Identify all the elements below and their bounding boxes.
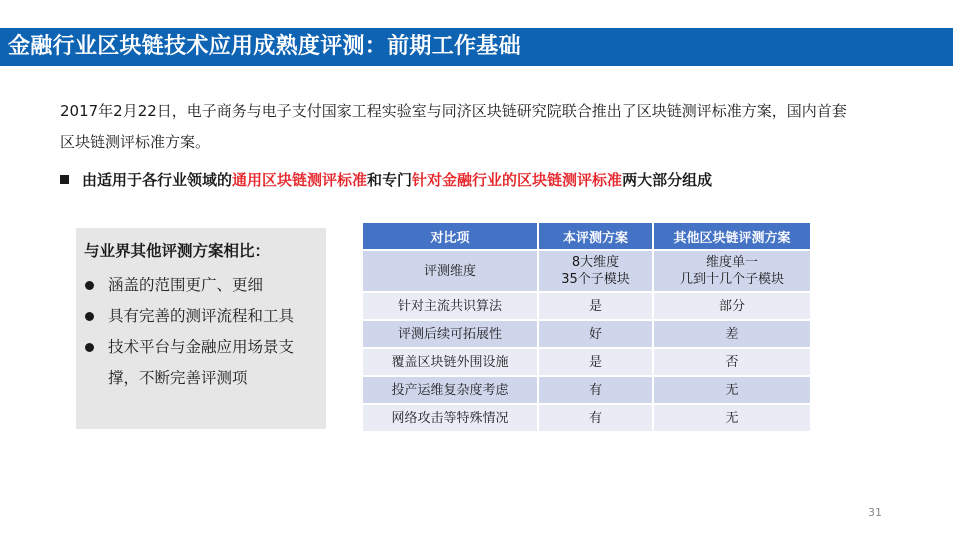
comparison-item-text: 涵盖的范围更广、更细 <box>108 276 264 294</box>
table-cell: 网络攻击等特殊情况 <box>363 403 539 431</box>
title-bar <box>0 28 953 66</box>
page-title: 金融行业区块链技术应用成熟度评测：前期工作基础 <box>8 34 521 59</box>
bullet-dot-icon <box>85 281 94 290</box>
table-cell: 否 <box>654 347 810 375</box>
table-cell: 8大维度 35个子模块 <box>539 249 654 291</box>
page-number: 31 <box>868 506 882 519</box>
header-cell: 其他区块链评测方案 <box>654 223 810 249</box>
header-cell: 对比项 <box>363 223 539 249</box>
table-cell: 好 <box>539 319 654 347</box>
table-row <box>363 291 810 319</box>
table-row <box>363 347 810 375</box>
table-cell: 无 <box>654 403 810 431</box>
table-cell: 是 <box>539 347 654 375</box>
intro-paragraph: 2017年2月22日，电子商务与电子支付国家工程实验室与同济区块链研究院联合推出了区块链测评标准方案，国内首套区块链测评标准方案。 <box>60 102 847 151</box>
comparison-heading: 与业界其他评测方案相比： <box>84 242 271 260</box>
bullet-dot-icon <box>85 312 94 321</box>
comparison-box <box>76 228 326 429</box>
table-cell: 无 <box>654 375 810 403</box>
table-cell: 部分 <box>654 291 810 319</box>
header-cell: 本评测方案 <box>539 223 654 249</box>
highlight-finance-standard: 针对金融行业的区块链测评标准 <box>412 171 623 189</box>
table-cell: 有 <box>539 375 654 403</box>
comparison-item-text: 具有完善的测评流程和工具 <box>108 307 295 325</box>
table-cell: 维度单一 几到十几个子模块 <box>654 249 810 291</box>
table-row <box>363 319 810 347</box>
bullet-suffix: 两大部分组成 <box>622 171 713 189</box>
table-cell: 评测维度 <box>363 249 539 291</box>
square-bullet-icon <box>60 175 69 184</box>
table-row <box>363 375 810 403</box>
comparison-table <box>363 223 810 431</box>
table-cell: 是 <box>539 291 654 319</box>
bullet-prefix: 由适用于各行业领域的 <box>82 171 233 189</box>
comparison-item <box>84 270 320 301</box>
comparison-item <box>84 332 320 394</box>
bullet-dot-icon <box>85 343 94 352</box>
table-header-row <box>363 223 810 249</box>
table-cell: 投产运维复杂度考虑 <box>363 375 539 403</box>
composition-bullet <box>60 166 712 194</box>
comparison-item-text: 技术平台与金融应用场景支撑，不断完善评测项 <box>108 338 295 387</box>
table-cell: 评测后续可拓展性 <box>363 319 539 347</box>
table-row <box>363 403 810 431</box>
comparison-list <box>84 270 320 394</box>
table-cell: 差 <box>654 319 810 347</box>
table-cell: 针对主流共识算法 <box>363 291 539 319</box>
bullet-middle: 和专门 <box>367 171 413 189</box>
table-cell: 覆盖区块链外围设施 <box>363 347 539 375</box>
highlight-general-standard: 通用区块链测评标准 <box>232 171 368 189</box>
comparison-item <box>84 301 320 332</box>
table-row <box>363 249 810 291</box>
table-cell: 有 <box>539 403 654 431</box>
